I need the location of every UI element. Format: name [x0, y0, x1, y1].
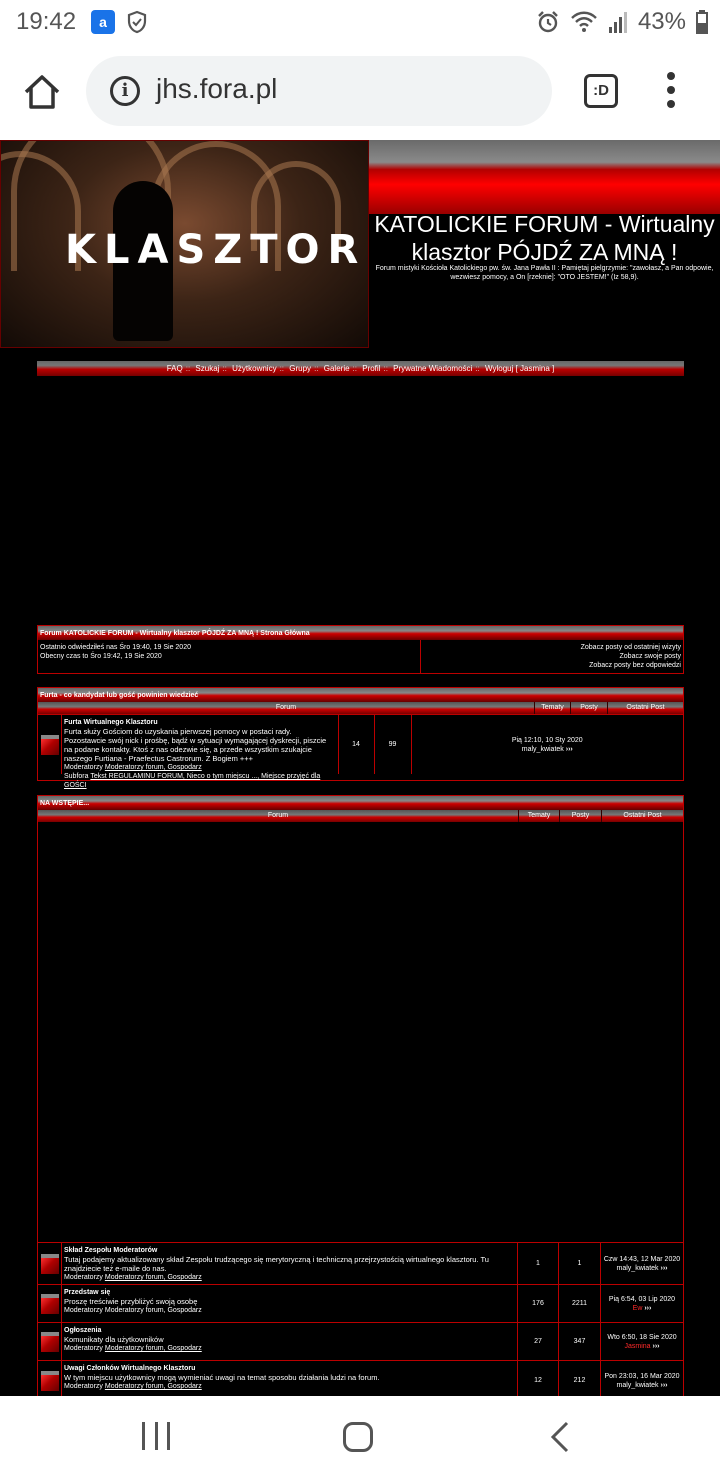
index-info-box — [37, 625, 684, 674]
header-gradient — [369, 140, 720, 214]
site-title[interactable]: KATOLICKIE FORUM - Wirtualny klasztor PÓJDŹ ZA MNĄ ! — [374, 211, 715, 265]
wifi-icon — [570, 10, 598, 34]
site-description: Forum mistyki Kościoła Katolickiego pw. św. Jana Pawła II : Pamiętaj pielgrzymie: "zawołasz, a Pan odpowie, wezwiesz pomocy, a On [rzeknie]: "OTO JESTEM!" (Iz 58,9). — [375, 265, 714, 281]
nav-private-messages[interactable]: Prywatne Wiadomości — [393, 364, 473, 373]
nav-faq[interactable]: FAQ — [166, 364, 183, 373]
category-title[interactable]: NA WSTĘPIE... — [38, 796, 683, 810]
last-post-date: Czw 14:43, 12 Mar 2020 — [603, 1255, 681, 1263]
subforums-links[interactable]: Tekst REGULAMINU FORUM, Nieco o tym miejscu ..., Miejsce przyjęć dla GOŚCI — [64, 773, 321, 789]
last-post-user[interactable]: Ew — [632, 1304, 643, 1312]
status-right — [536, 8, 708, 36]
forum-posts-count: 2211 — [559, 1285, 601, 1322]
last-post-user[interactable]: maly_kwiatek — [616, 1264, 659, 1272]
current-time-text: Obecny czas to Śro 19:42, 19 Sie 2020 — [40, 653, 162, 660]
forum-topics-count: 176 — [518, 1285, 559, 1322]
col-posts: Posty — [570, 702, 607, 714]
forum-description: W tym miejscu użytkownicy mogą wymieniać uwagi na temat sposobu działania ludzi na forum. — [64, 1373, 380, 1382]
nav-profile[interactable]: Profil — [362, 364, 381, 373]
category-na-wstepie — [37, 795, 684, 1396]
last-post-date: Pią 12:10, 10 Sty 2020 — [511, 736, 583, 744]
forum-description: Komunikaty dla użytkowników — [64, 1335, 164, 1344]
moderators-link[interactable]: Moderatorzy forum, Gospodarz — [104, 1274, 202, 1281]
header-banner-image — [0, 140, 369, 348]
forum-row[interactable]: Furta Wirtualnego Klasztoru Furta służy Gościom do uzyskania pierwszej pomocy w postaci rady. Pozostawcie swój nick i prośbę, bądź w sytuacji wymagającej dyskrecji, piszcie na podane kontakty. Ktoś z nas odezwie się, a przede wszystkim szukajcie naszego Furtiana - Praefectus Castrorum. Z Bogiem +++ Moderatorzy Moderatorzy forum, Gospodarz Subfora Tekst REGULAMINU FORUM, Nieco o tym miejscu ..., Miejsce przyjęć dla GOŚCI 14 99 Pią 12:10, 10 Sty 2020 maly_kwiatek ››› — [38, 714, 683, 774]
moderators-link[interactable]: Moderatorzy forum, Gospodarz — [104, 1345, 202, 1352]
back-icon[interactable] — [548, 1420, 572, 1454]
nav-search[interactable]: Szukaj — [195, 364, 220, 373]
forum-name[interactable]: Przedstaw się — [64, 1289, 111, 1296]
forum-topics-count: 27 — [518, 1323, 559, 1360]
forum-folder-icon — [38, 715, 62, 774]
forum-description: Proszę treściwie przybliżyć swoją osobę — [64, 1297, 198, 1306]
system-home-icon[interactable] — [343, 1422, 373, 1452]
last-post-date: Pią 6:54, 03 Lip 2020 — [608, 1295, 676, 1303]
status-time: 19:42 — [16, 8, 77, 35]
moderators-link[interactable]: Moderatorzy forum, Gospodarz — [104, 1307, 202, 1314]
last-post-user[interactable]: Jasmina — [624, 1342, 651, 1350]
shield-icon — [127, 10, 147, 34]
index-info-row — [38, 640, 683, 673]
forum-description: Tutaj podajemy aktualizowany skład Zespołu trudzącego się merytoryczną i techniczną przejrzystością wirtualnego klasztoru. Tu znajdziecie też e-maile do nas. — [64, 1255, 489, 1273]
forum-posts-count: 347 — [559, 1323, 601, 1360]
alarm-icon — [536, 10, 560, 34]
forum-folder-icon — [38, 1361, 62, 1396]
category-title[interactable]: Furta - co kandydat lub gość powinien wiedzieć — [38, 688, 683, 702]
last-post-date: Wto 6:50, 18 Sie 2020 — [607, 1333, 677, 1341]
forum-posts-count: 99 — [375, 715, 412, 774]
forum-name[interactable]: Uwagi Członków Wirtualnego Klasztoru — [64, 1365, 196, 1372]
link-own-posts[interactable]: Zobacz swoje posty — [619, 653, 681, 660]
col-forum: Forum — [275, 704, 297, 711]
last-post-user[interactable]: maly_kwiatek — [616, 1381, 659, 1389]
forum-folder-icon — [38, 1323, 62, 1360]
browser-toolbar — [0, 44, 720, 140]
signal-icon — [608, 10, 628, 34]
status-bar — [0, 0, 720, 44]
forum-row[interactable]: Przedstaw się Proszę treściwie przybliżyć swoją osobę Moderatorzy Moderatorzy forum, Gospodarz 176 2211 Pią 6:54, 03 Lip 2020 Ew ››› — [38, 1284, 683, 1322]
url-bar[interactable] — [86, 56, 552, 126]
home-icon[interactable] — [22, 72, 62, 112]
forum-topics-count: 12 — [518, 1361, 559, 1396]
moderators-link[interactable]: Moderatorzy forum, Gospodarz — [104, 1383, 202, 1390]
column-headers — [38, 810, 683, 822]
forum-folder-icon — [38, 1285, 62, 1322]
nav-logout[interactable]: Wyloguj [ Jasmina ] — [484, 364, 555, 373]
overflow-menu-icon[interactable] — [660, 72, 682, 112]
tab-switcher-button[interactable]: :D — [584, 74, 618, 108]
last-visit-text: Ostatnio odwiedziłeś nas Śro 19:40, 19 Sie 2020 — [40, 644, 191, 651]
col-last-post: Ostatni Post — [601, 810, 683, 822]
nav-users[interactable]: Użytkownicy — [232, 364, 277, 373]
last-post-date: Pon 23:03, 16 Mar 2020 — [604, 1372, 680, 1380]
forum-folder-icon — [38, 1243, 62, 1284]
forum-row[interactable]: Skład Zespołu Moderatorów Tutaj podajemy aktualizowany skład Zespołu trudzącego się merytoryczną i techniczną przejrzystością wirtualnego klasztoru. Tu znajdziecie też e-maile do nas. Moderatorzy Moderatorzy forum, Gospodarz 1 1 Czw 14:43, 12 Mar 2020 maly_kwiatek ››› — [38, 1242, 683, 1284]
col-forum: Forum — [267, 812, 289, 819]
web-page — [0, 140, 720, 1396]
site-info-icon[interactable]: i — [110, 76, 140, 106]
forum-name[interactable]: Skład Zespołu Moderatorów — [64, 1247, 158, 1254]
battery-percent: 43% — [637, 8, 686, 35]
forum-posts-count: 212 — [559, 1361, 601, 1396]
battery-icon — [696, 10, 708, 34]
header-title-area — [369, 140, 720, 348]
forum-name[interactable]: Furta Wirtualnego Klasztoru — [64, 719, 158, 726]
forum-nav: FAQ :: Szukaj :: Użytkownicy :: Grupy :: Galerie :: Profil :: Prywatne Wiadomości :: Wyloguj [ Jasmina ] — [37, 361, 684, 376]
go-to-last-post-icon[interactable]: ››› — [660, 1381, 668, 1389]
go-to-last-post-icon[interactable]: ››› — [660, 1264, 668, 1272]
system-nav-bar — [0, 1396, 720, 1480]
forum-topics-count: 1 — [518, 1243, 559, 1284]
go-to-last-post-icon[interactable]: ››› — [565, 745, 573, 753]
notification-app-icon: a — [91, 10, 115, 34]
link-unanswered-posts[interactable]: Zobacz posty bez odpowiedzi — [589, 662, 681, 669]
col-topics: Tematy — [518, 810, 559, 822]
forum-row[interactable]: Uwagi Członków Wirtualnego Klasztoru W tym miejscu użytkownicy mogą wymieniać uwagi na temat sposobu działania ludzi na forum. Moderatorzy Moderatorzy forum, Gospodarz 12 212 Pon 23:03, 16 Mar 2020 maly_kwiatek ››› — [38, 1360, 683, 1396]
forum-topics-count: 14 — [339, 715, 375, 774]
moderators-link[interactable]: Moderatorzy forum, Gospodarz — [104, 764, 202, 771]
index-title[interactable]: Forum KATOLICKIE FORUM - Wirtualny klasztor PÓJDŹ ZA MNĄ ! Strona Główna — [38, 626, 683, 640]
nav-groups[interactable]: Grupy — [289, 364, 312, 373]
forum-name[interactable]: Ogłoszenia — [64, 1327, 102, 1334]
forum-posts-count: 1 — [559, 1243, 601, 1284]
go-to-last-post-icon[interactable]: ››› — [644, 1304, 652, 1312]
go-to-last-post-icon[interactable]: ››› — [652, 1342, 660, 1350]
url-text[interactable]: jhs.fora.pl — [156, 73, 278, 104]
col-posts: Posty — [559, 810, 601, 822]
recent-apps-icon[interactable] — [142, 1422, 170, 1450]
column-headers — [38, 702, 683, 714]
col-topics: Tematy — [534, 702, 570, 714]
nav-galleries[interactable]: Galerie — [323, 364, 350, 373]
category-furta — [37, 687, 684, 789]
forum-row[interactable]: Ogłoszenia Komunikaty dla użytkowników Moderatorzy Moderatorzy forum, Gospodarz 27 347 Wto 6:50, 18 Sie 2020 Jasmina ››› — [38, 1322, 683, 1360]
logo-text: KLASZTOR — [65, 227, 367, 273]
link-posts-since-last-visit[interactable]: Zobacz posty od ostatniej wizyty — [580, 644, 681, 651]
forum-description: Furta służy Gościom do uzyskania pierwszej pomocy w postaci rady. Pozostawcie swój nick i prośbę, bądź w sytuacji wymagającej dyskrecji, piszcie na podane kontakty. Ktoś z nas odezwie się, a przede wszystkim szukajcie naszego Furtiana - Praefectus Castrorum. Z Bogiem +++ — [64, 727, 327, 763]
col-last-post: Ostatni Post — [607, 702, 683, 714]
empty-ad-space — [38, 822, 683, 1242]
last-post-user[interactable]: maly_kwiatek — [521, 745, 564, 753]
